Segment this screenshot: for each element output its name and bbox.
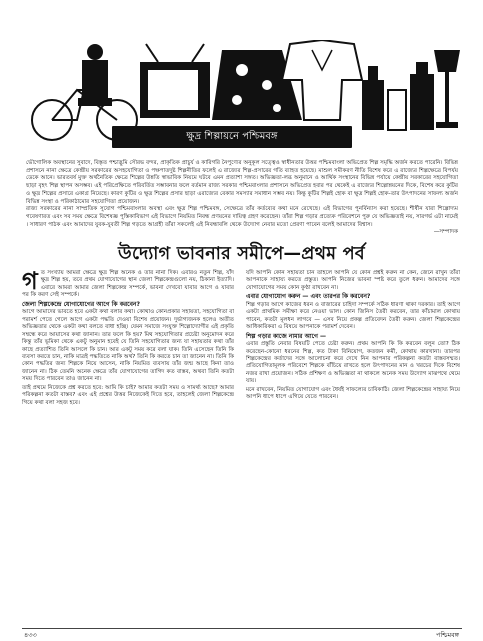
banner-title: ক্ষুদ্র শিল্পায়নে পশ্চিমবঙ্গ: [112, 126, 352, 148]
paragraph: এবার প্রস্তুতি নেবার বিষয়টি পেতে চেষ্টা করুন। প্রথম আপনি কি কি করবেন বলুন তো? ঠিক করেছেন-কোনো ধরনের শিল্প, কত টাকা বিনিয়োগ, কতজন কর্মী, কোথায় কারখানা। তারপর শিল্পকেন্দ্রের কর্তাদের সঙ্গে আলোচনা করে দেখে নিন আপনার পরিকল্পনা কতটা বাস্তবসম্মত। প্রতিযোগিতামূলক পরিবেশে শিল্পকে বাঁচিয়ে রাখতে হলে উৎপাদনের মান ও খরচের দিকে বিশেষ নজর রাখা প্রয়োজন। সঠিক প্রশিক্ষণ ও অভিজ্ঞতা না থাকলে অনেক সময় উদ্যোগ মাঝপথে থেমে যায়।: [246, 341, 460, 385]
paragraph-lead: গত সংখ্যায় আমরা ক্ষেত্রে ক্ষুদ্র শিল্প অনেক ও তার নানা দিক। এবারও নতুন শিল্প, যাঁদ ক্ষুদ্র শিল্প হয়, তবে প্রথম যোগাযোগের স্থান জেলা শিল্পকেন্দ্রগুলো নয়, ঠিকানা ইত্যাদি। এবারে আমরা আমার জেলা শিল্পকেন্দ্র সম্পর্কে, ভাবনা দেখবো যাবার আগে ও যাবার পর কি করণ সেই সম্পর্কে।: [22, 267, 234, 299]
section-subhead: জেলা শিল্পকেন্দ্রে যোগাযোগের আগে কি করবেন?: [22, 300, 140, 308]
drop-cap: গ: [22, 267, 38, 295]
paragraph: শিল্প গড়ার আগে কাজের ধরন ও বাজারের চাহিদা সম্পর্কে সঠিক ধারণা থাকা দরকার। তাই আগে একটা প্রাথমিক সমীক্ষা করে নেওয়া ভাল। কোন জিনিস তৈরী করবেন, তার কাঁচামাল কোথায় পাবেন, কতটা মূলধন লাগবে — এসব নিয়ে প্রকল্প প্রতিবেদন তৈরী করুন। জেলা শিল্পকেন্দ্রের আধিকারিকরা এ বিষয়ে আপনাকে পরামর্শ দেবেন।: [246, 301, 460, 331]
editor-signature: —সম্পাদক: [433, 229, 458, 236]
bottles-icon: [362, 62, 434, 130]
section-subhead: শিল্প গড়ার কাজে নামার আগে —: [246, 332, 327, 340]
paragraph: তাই প্রথমে নিজেকে প্রশ্ন করতে হবে: আমি কি চাই? আমার কতটা সময় ও সামর্থ্য আছে? আমার পরিকল্পনা কতটা বাস্তব? এবং এই প্রশ্নের উত্তর নিজেকেই দিতে হবে, তাহলেই জেলা শিল্পকেন্দ্রে গিয়ে কথা বলা সহজ হবে।: [22, 384, 234, 406]
article-column-right: [246, 270, 460, 403]
editor-intro: [26, 160, 458, 237]
intro-paragraph-1: ভৌগোলিক অবস্থানের সুবাদে, বিস্তৃত পশ্চাদ্ভূমি সৌরভ বন্দর, প্রাকৃতিক প্রাচুর্য ও কারিগরি নৈপুণ্যের অনুকূল সত্ত্বেও স্বাধীনতার উত্তর পশ্চিমবাংলা অভিপ্রেত শিল্প সমৃদ্ধি অর্জন করতে পারেনি। বিভিন্ন প্রশাসনে নানা ক্ষেত্রে কেন্দ্রীয় সরকারের অসহযোগিতা ও পক্ষপাতদুষ্ট শিল্পনীতির ফলেই এ রাজ্যের শিল্প-প্রসারের গতি ব্যাহত হয়েছে। মাশুল সমীকরণ নীতি বিশেষ করে এ রাজ্যের শিল্পক্ষেত্রে বিপর্যয় ডেকে আনে। ভারতবর্ষ মুক্ত অর্থনৈতিক ক্ষেত্রে শিল্পের উন্নতি স্বাভাবিক নিয়মে ঘটবে এমন প্রত্যাশা সঙ্গত। অভিজ্ঞতা-লব্ধ অনুমানে ও আর্থিক সংস্থানের বিভিন্ন পর্যায়ে কেন্দ্রীয় সরকারের সহযোগিতা ছাড়া বৃহৎ শিল্প স্থাপন অসম্ভব। এই পরিপ্রেক্ষিতে পরিবর্তিত সম্ভাবনার ফলে বর্তমান রাজ্য সরকার পশ্চিমবাংলার প্রশাসনে অভিপ্রেত হবার পর থেকেই এ রাজ্যের শিল্পোন্নয়নের দিকে, বিশেষ করে কুটির ও ক্ষুদ্র শিল্পের প্রসারে একাগ্র নিয়েছে। কারণ কুটির ও ক্ষুদ্র শিল্পের প্রসার ছাড়া এরাজ্যের বেকার সমস্যার সমাধান সম্ভব নয়। কিন্তু কুটির শিল্পই হোক বা ক্ষুদ্র শিল্পই হোক-তার উৎপাদনের সাফল্য অর্জন বিভিন্ন সংস্থা ও পরিকাঠামোর সহযোগিতা প্রয়োজন।: [26, 160, 458, 205]
article-column-left: [22, 267, 234, 408]
paragraph: আগে আমাদের ভাবতে হবে একটা কথা বলার কথা। কোথাও কোনপ্রকার সহায়তা, সহযোগিতা বা পরামর্শ পেতে গেলে আগে একটা পদ্ধতি দেওয়া বিশেষ প্রয়োজন। দুর্ভাগ্যজনক হলেও অতীত অভিজ্ঞতার থেকে একটা কথা বলতে বাধা হচ্ছি। যেমন সমাজে সংযুক্ত শিল্পোদ্যোগীর এই প্রকৃতি সম্বন্ধে করে আয়াসের কথা জানান। তার ফলে কি হয়? মিথ সহযোগিতার প্রচেষ্টা অনুমোদন করে কিন্তু তাঁর ভূমিকা থেকে একটু অনুমান হবেই যে তিনি সহযোগিতার জন্য যা সহায়তার কথা তাঁর কাছে প্রত্যাশিত তিনি আসলে কি চান। আর একটু সময় করে বলা যাক। তিনি এসেছেন তিনি কি ব্যবসা করতে চান, নাকি মাত্রই পদ্ধতিতে নাকি অর্থ? তিনি কি করতে চান তা জানেন না। তিনি কি কোন পদ্ধতির জন্য শিল্পকে নিয়ে আসেন, নাকি নিয়মিত ব্যবসায় তাঁর জন্ম আছে কিনা তাও জানেন না। ঠিক তেমনি অনেক ক্ষেত্রে তাঁর যোগাযোগের তাগিদ কত বাস্তব, অথবা তিনি কতটা সময় দিতে পারবেন তাও জানেন না।: [22, 309, 234, 383]
grinder-icon: [78, 44, 112, 106]
article-headline: উদ্যোগ ভাবনার সমীপে—প্রথম পর্ব: [118, 244, 365, 264]
section-subhead: এবার যোগাযোগ করুন — এবং তারপর কি করবেন?: [246, 293, 371, 301]
page-number: ৪৩৩: [24, 631, 37, 639]
magazine-name: পশ্চিমবঙ্গ: [436, 631, 459, 639]
footer-divider: [22, 628, 462, 629]
television-icon: [140, 44, 210, 118]
paragraph: যদি আপনি কোন সহায়তা চান তাহলে আপনি যে কোন প্রশ্নই করুন না কেন, জেনে রাখুন তাঁরা আপনাকে সাহায্য করতে প্রস্তুত। আপনি নিজের ভাবনা স্পষ্ট করে তুলে ধরুন। আমাদের সঙ্গে যোগাযোগের সময় কোন কুণ্ঠা রাখবেন না।: [246, 270, 460, 291]
paragraph: মনে রাখবেন, নিয়মিত যোগাযোগ এবং ধৈর্যই সাফল্যের চাবিকাঠি। জেলা শিল্পকেন্দ্রের সাহায্য নিয়ে আপনি ধাপে ধাপে এগিয়ে যেতে পারবেন।: [246, 386, 460, 401]
intro-paragraph-2: রাজ্য সরকারের নানা সাম্প্রতিক সুযোগ পশ্চিমবাংলার অবস্থা এবং ক্ষুদ্র শিল্প পশ্চিমবঙ্গ, সেক্ষেত্রে তাঁর কর্তব্যের কথা মনে রেখেছে। এই বিভাগের পুনর্বিন্যাস করা হয়েছে। শীর্ষীন যারা শিল্পোদ্যম গবেষণারত এবং সব সময় ক্ষেত্রে বিশেষজ্ঞ পুস্তিকাবিভাগ এই বিভাগে নিয়মিত নিবন্ধ প্রণয়নের দায়িত্ব গ্রহণ করেছেন। তাঁরা শিল্প গড়ার প্রত্যেক পরিবেশনে পুরু যে অভিজ্ঞতাই নয়, সারগর্ভ এটা নামেই । সাধারণ পাঠক এবং আমাদের যুবক-যুবতী শিল্প গড়তে আগ্রহী তাঁরা সকলেই এই নিবন্ধাবলি থেকে উদ্যোগ নেবার মতো প্রেরণা পাবেন বলেই আমাদের বিশ্বাস।: [26, 206, 458, 228]
